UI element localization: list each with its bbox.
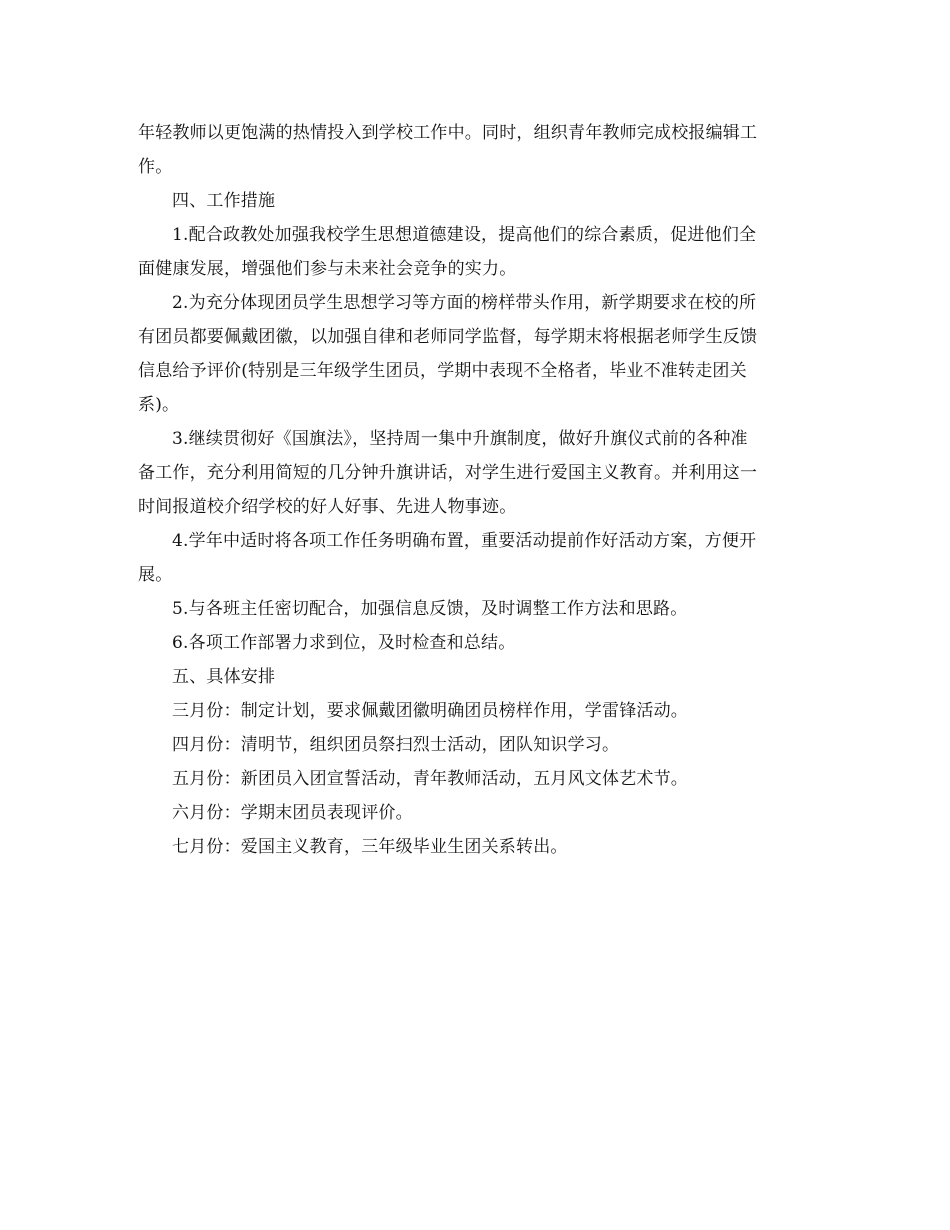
measure-item-1 (138, 218, 814, 286)
text-line: 6.各项工作部署力求到位，及时检查和总结。 (172, 633, 516, 653)
measure-item-5 (138, 592, 814, 626)
text-line: 年轻教师以更饱满的热情投入到学校工作中。同时，组织青年教师完成校报编辑工 (138, 123, 758, 143)
schedule-march: 三月份：制定计划，要求佩戴团徽明确团员榜样作用，学雷锋活动。 (172, 701, 688, 721)
intro-paragraph (138, 116, 814, 184)
measure-item-2 (138, 286, 814, 422)
schedule-july: 七月份：爱国主义教育，三年级毕业生团关系转出。 (172, 837, 568, 857)
measure-item-6 (138, 626, 814, 660)
text-line: 面健康发展，增强他们参与未来社会竞争的实力。 (138, 259, 517, 279)
text-line: 备工作，充分利用简短的几分钟升旗讲话，对学生进行爱国主义教育。并利用这一 (138, 463, 758, 483)
text-line: 作。 (138, 157, 173, 177)
text-line: 展。 (138, 565, 173, 585)
text-line: 有团员都要佩戴团徽，以加强自律和老师同学监督，每学期末将根据老师学生反馈 (138, 327, 758, 347)
document-body (138, 116, 814, 864)
text-line: 时间报道校介绍学校的好人好事、先进人物事迹。 (138, 497, 517, 517)
text-line: 1.配合政教处加强我校学生思想道德建设，提高他们的综合素质，促进他们全 (172, 225, 757, 245)
text-line: 系)。 (138, 395, 180, 415)
schedule-may: 五月份：新团员入团宣誓活动，青年教师活动，五月风文体艺术节。 (172, 769, 688, 789)
schedule-april: 四月份：清明节，组织团员祭扫烈士活动，团队知识学习。 (172, 735, 620, 755)
measure-item-3 (138, 422, 814, 524)
text-line: 3.继续贯彻好《国旗法》，坚持周一集中升旗制度，做好升旗仪式前的各种准 (172, 429, 748, 449)
text-line: 5.与各班主任密切配合，加强信息反馈，及时调整工作方法和思路。 (172, 599, 688, 619)
text-line: 2.为充分体现团员学生思想学习等方面的榜样带头作用，新学期要求在校的所 (172, 293, 757, 313)
text-line: 4.学年中适时将各项工作任务明确布置，重要活动提前作好活动方案，方便开 (172, 531, 757, 551)
section-heading-measures: 四、工作措施 (172, 191, 276, 211)
schedule-june: 六月份：学期末团员表现评价。 (172, 803, 413, 823)
section-heading-schedule: 五、具体安排 (172, 667, 276, 687)
text-line: 信息给予评价(特别是三年级学生团员，学期中表现不全格者，毕业不准转走团关 (138, 361, 747, 381)
measure-item-4 (138, 524, 814, 592)
